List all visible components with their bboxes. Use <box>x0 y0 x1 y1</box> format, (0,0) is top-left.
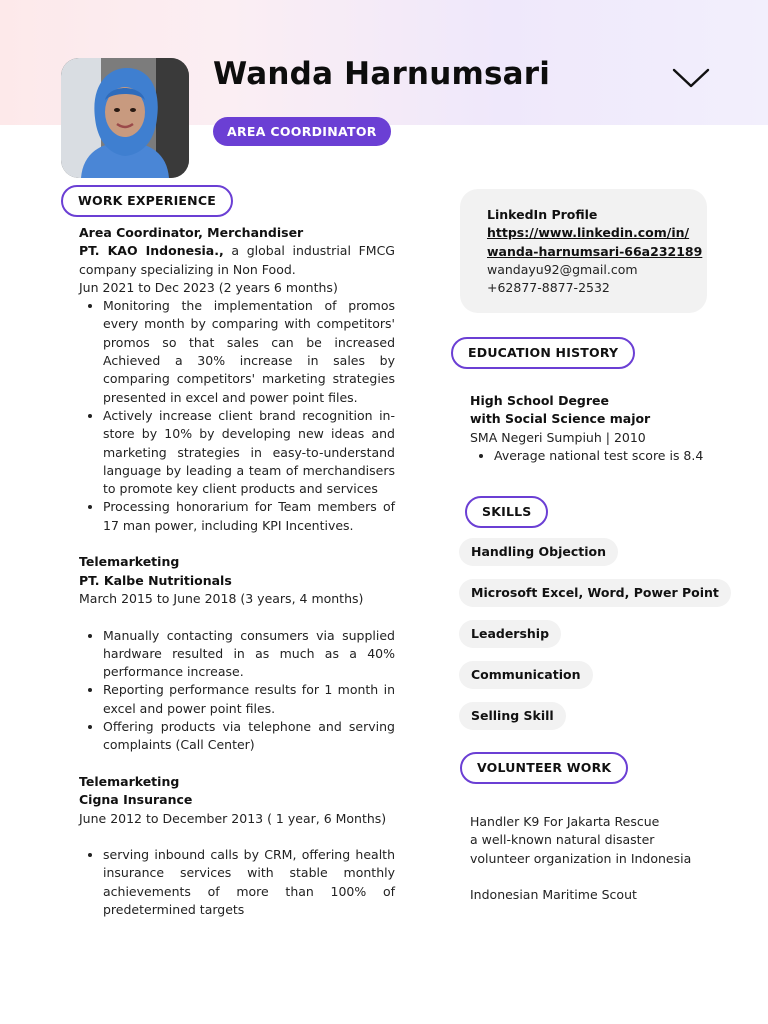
section-heading-volunteer: VOLUNTEER WORK <box>460 752 628 784</box>
skill-chip: Microsoft Excel, Word, Power Point <box>459 579 731 607</box>
email[interactable]: wandayu92@gmail.com <box>487 261 638 277</box>
job-period: March 2015 to June 2018 (3 years, 4 months) <box>79 590 364 606</box>
list-item: • Average national test score is 8.4 <box>494 447 730 465</box>
phone[interactable]: +62877-8877-2532 <box>487 280 610 296</box>
volunteer-line: Handler K9 For Jakarta Rescue <box>470 814 660 829</box>
job-entry <box>79 553 395 754</box>
skill-chip: Leadership <box>459 620 561 648</box>
list-item: • Manually contacting consumers via supplied hardware resulted in as much as a 40% performance increase. <box>103 627 395 682</box>
skill-chip: Selling Skill <box>459 702 566 730</box>
job-company: Cigna Insurance <box>79 792 193 808</box>
volunteer-line: Indonesian Maritime Scout <box>470 887 637 903</box>
job-bullets <box>79 846 395 919</box>
contact-card <box>460 189 707 313</box>
list-item: • Actively increase client brand recognition in-store by 10% by developing new ideas and marketing strategies in easy-to-understand language by leading a team of merchandisers to promote key client products and services <box>103 407 395 498</box>
job-company-desc: a global industrial FMCG company specializing in Non Food. <box>79 243 395 277</box>
volunteer-line: volunteer organization in Indonesia <box>470 850 692 866</box>
list-item: • Processing honorarium for Team members of 17 man power, including KPI Incentives. <box>103 498 395 535</box>
job-bullets <box>79 297 395 535</box>
job-company-line <box>79 242 395 279</box>
job-period: Jun 2021 to Dec 2023 (2 years 6 months) <box>79 279 338 295</box>
job-entry <box>79 224 395 535</box>
job-company: PT. KAO Indonesia., <box>79 243 224 259</box>
job-title: Telemarketing <box>79 554 180 570</box>
candidate-name: Wanda Harnumsari <box>213 56 551 92</box>
linkedin-label: LinkedIn Profile <box>487 207 598 222</box>
job-company: PT. Kalbe Nutritionals <box>79 572 232 588</box>
job-title: Telemarketing <box>79 773 180 789</box>
section-heading-education: EDUCATION HISTORY <box>451 337 635 369</box>
degree: High School Degree <box>470 393 609 408</box>
job-title: Area Coordinator, Merchandiser <box>79 225 304 240</box>
degree-major: with Social Science major <box>470 411 651 427</box>
list-item: • Reporting performance results for 1 month in excel and power point files. <box>103 681 395 718</box>
volunteer-line: a well-known natural disaster <box>470 832 655 848</box>
education-bullets <box>470 447 730 465</box>
chevron-down-icon[interactable] <box>672 66 710 90</box>
work-experience <box>79 224 395 919</box>
job-entry <box>79 773 395 919</box>
job-bullets <box>79 627 395 755</box>
volunteer-work <box>470 813 730 904</box>
role-badge: AREA COORDINATOR <box>213 117 391 146</box>
list-item: • Monitoring the implementation of promos every month by comparing with competitors' promos so that sales can be increased Achieved a 30% increase in sales by comparing competitors' marketing strategies presented in excel and power point files. <box>103 297 395 407</box>
section-heading-skills: SKILLS <box>465 496 548 528</box>
job-period: June 2012 to December 2013 ( 1 year, 6 Months) <box>79 810 387 826</box>
profile-photo <box>61 58 189 178</box>
list-item: • serving inbound calls by CRM, offering health insurance services with stable monthly achievements of more than 100% of predetermined targets <box>103 846 395 919</box>
portrait-illustration <box>61 58 189 178</box>
education-entry <box>470 392 730 465</box>
linkedin-link[interactable]: https://www.linkedin.com/in/ <box>487 225 690 241</box>
linkedin-link-continued[interactable]: wanda-harnumsari-66a232189 <box>487 243 703 259</box>
skill-chip: Handling Objection <box>459 538 618 566</box>
skill-chip: Communication <box>459 661 593 689</box>
school: SMA Negeri Sumpiuh | 2010 <box>470 429 646 445</box>
list-item: • Offering products via telephone and serving complaints (Call Center) <box>103 718 395 755</box>
section-heading-work: WORK EXPERIENCE <box>61 185 233 217</box>
